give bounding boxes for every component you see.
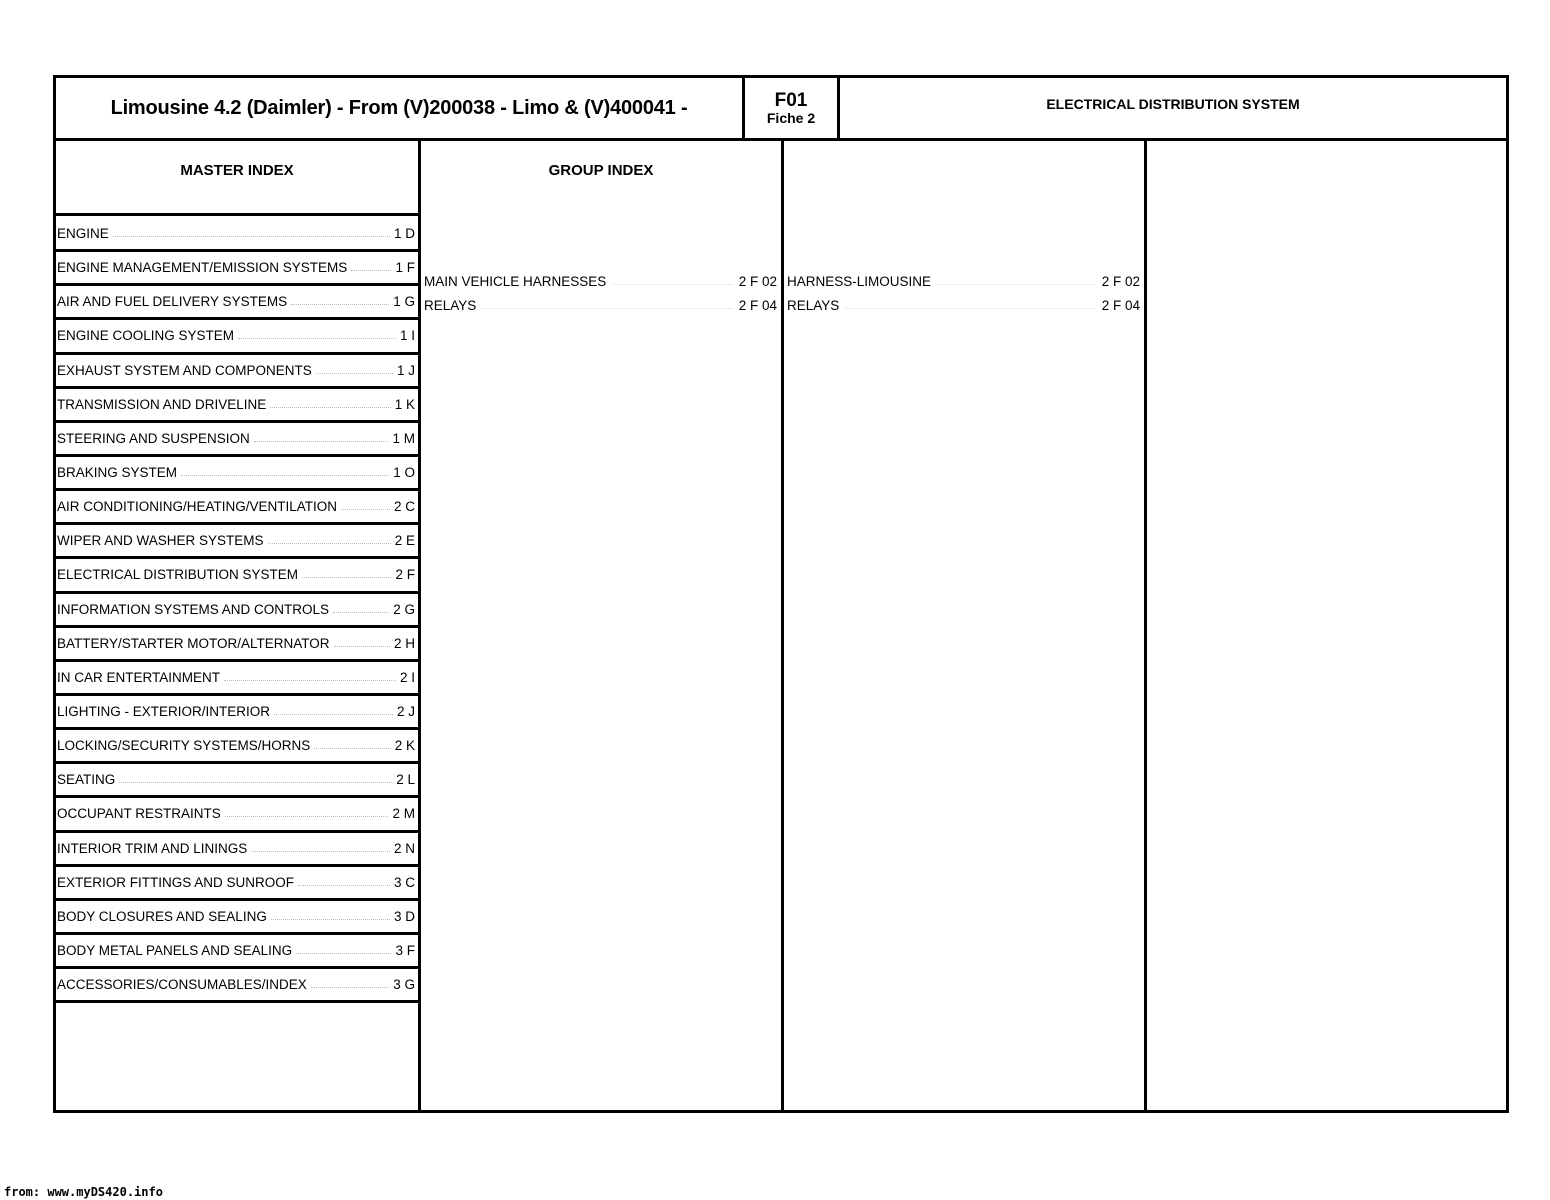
master-index-item-ref: 2 N [393, 840, 415, 856]
master-index-item[interactable] [56, 525, 418, 559]
group-index-heading: GROUP INDEX [548, 162, 654, 179]
master-index-item-label: BATTERY/STARTER MOTOR/ALTERNATOR [57, 635, 330, 651]
master-index-item-ref: 2 C [393, 499, 415, 515]
sub-index-item[interactable] [784, 269, 1144, 293]
master-index-item-ref: 2 F [395, 567, 415, 583]
group-index-item-ref: 2 F 04 [738, 297, 777, 313]
master-index-item[interactable] [56, 935, 418, 969]
group-index-item[interactable] [421, 269, 781, 293]
master-index-item[interactable] [56, 457, 418, 491]
leader-dots [268, 543, 391, 544]
master-index-item-ref: 1 M [392, 430, 415, 446]
leader-dots [296, 953, 391, 954]
master-index-item-ref: 1 K [394, 396, 415, 412]
leader-dots [113, 236, 390, 237]
master-index-item[interactable] [56, 252, 418, 286]
master-index-item-label: INFORMATION SYSTEMS AND CONTROLS [57, 601, 330, 617]
fiche-box [742, 78, 840, 138]
master-index-item[interactable] [56, 594, 418, 628]
master-index-item[interactable] [56, 355, 418, 389]
leader-dots [291, 304, 389, 305]
section-title: ELECTRICAL DISTRIBUTION SYSTEM [1046, 96, 1300, 112]
leader-dots [314, 748, 390, 749]
master-index-item-ref: 1 F [395, 260, 415, 276]
group-index-column [421, 141, 784, 1110]
master-index-item-label: ENGINE MANAGEMENT/EMISSION SYSTEMS [57, 260, 348, 276]
master-index-item[interactable] [56, 559, 418, 593]
leader-dots [937, 284, 1096, 285]
master-index-item[interactable] [56, 833, 418, 867]
header-row [56, 78, 1506, 141]
master-index-item-label: EXTERIOR FITTINGS AND SUNROOF [57, 874, 295, 890]
leader-dots [254, 441, 389, 442]
master-index-item[interactable] [56, 730, 418, 764]
master-index-item-ref: 1 D [393, 226, 415, 242]
master-index-item[interactable] [56, 662, 418, 696]
master-index-item[interactable] [56, 491, 418, 525]
leader-dots [181, 475, 389, 476]
master-index-item[interactable] [56, 798, 418, 832]
leader-dots [612, 284, 732, 285]
empty-column [1147, 141, 1506, 1110]
master-index-item-label: LIGHTING - EXTERIOR/INTERIOR [57, 704, 271, 720]
master-index-item-label: BODY CLOSURES AND SEALING [57, 908, 267, 924]
leader-dots [333, 612, 389, 613]
leader-dots [311, 987, 389, 988]
master-index-item-ref: 2 E [394, 533, 415, 549]
master-index-list [56, 218, 418, 1037]
master-index-item[interactable] [56, 969, 418, 1003]
leader-dots [251, 851, 390, 852]
master-index-item-label: ELECTRICAL DISTRIBUTION SYSTEM [57, 567, 299, 583]
master-index-item-label: BODY METAL PANELS AND SEALING [57, 943, 293, 959]
master-index-item-ref: 2 G [393, 601, 415, 617]
master-index-item[interactable] [56, 901, 418, 935]
master-index-item-label: ACCESSORIES/CONSUMABLES/INDEX [57, 977, 307, 993]
index-frame [53, 75, 1509, 1113]
master-index-item-ref: 2 J [396, 704, 415, 720]
group-index-list [421, 269, 781, 317]
master-index-item-ref: 3 F [395, 943, 415, 959]
master-index-item-label: WIPER AND WASHER SYSTEMS [57, 533, 264, 549]
master-index-item[interactable] [56, 867, 418, 901]
sub-index-item-label: HARNESS-LIMOUSINE [787, 273, 932, 289]
leader-dots [298, 885, 390, 886]
leader-dots [302, 577, 391, 578]
leader-dots [334, 646, 390, 647]
master-index-item[interactable] [56, 764, 418, 798]
leader-dots [341, 509, 390, 510]
fiche-code: F01 [774, 89, 808, 111]
master-index-column [56, 141, 421, 1110]
master-index-item-label: LOCKING/SECURITY SYSTEMS/HORNS [57, 738, 311, 754]
master-index-item-label: ENGINE [57, 226, 109, 242]
master-index-item-label: ENGINE COOLING SYSTEM [57, 328, 235, 344]
leader-dots [270, 407, 390, 408]
master-index-item-label: SEATING [57, 772, 116, 788]
master-index-item-label: STEERING AND SUSPENSION [57, 430, 250, 446]
sub-index-item-ref: 2 F 02 [1101, 273, 1140, 289]
master-index-item-label: OCCUPANT RESTRAINTS [57, 806, 221, 822]
master-index-item-ref: 3 G [393, 977, 415, 993]
master-index-item-label: AIR AND FUEL DELIVERY SYSTEMS [57, 294, 288, 310]
master-index-item-ref: 2 M [392, 806, 415, 822]
group-index-item[interactable] [421, 293, 781, 317]
group-index-item-label: MAIN VEHICLE HARNESSES [424, 273, 607, 289]
sub-index-item-label: RELAYS [787, 297, 840, 313]
group-index-item-label: RELAYS [424, 297, 477, 313]
master-index-item-label: IN CAR ENTERTAINMENT [57, 669, 221, 685]
master-index-item[interactable] [56, 423, 418, 457]
master-index-item-ref: 1 O [393, 465, 415, 481]
master-index-item[interactable] [56, 628, 418, 662]
master-index-item-label: INTERIOR TRIM AND LININGS [57, 840, 248, 856]
source-footer: from: www.myDS420.info [4, 1185, 163, 1199]
master-index-blank-row [56, 1003, 418, 1037]
leader-dots [845, 308, 1095, 309]
master-index-item-ref: 2 K [394, 738, 415, 754]
master-index-item-label: TRANSMISSION AND DRIVELINE [57, 396, 267, 412]
leader-dots [482, 308, 732, 309]
master-index-item-ref: 1 G [393, 294, 415, 310]
master-index-item-ref: 3 C [393, 874, 415, 890]
vehicle-title: Limousine 4.2 (Daimler) - From (V)200038 - Limo & (V)400041 - [110, 96, 688, 119]
master-index-item[interactable] [56, 218, 418, 252]
sub-index-list [784, 269, 1144, 317]
leader-dots [225, 816, 389, 817]
sub-index-item-ref: 2 F 04 [1101, 297, 1140, 313]
master-index-item-ref: 2 H [393, 635, 415, 651]
fiche-label: Fiche 2 [766, 109, 816, 126]
master-index-item-label: AIR CONDITIONING/HEATING/VENTILATION [57, 499, 338, 515]
leader-dots [224, 680, 396, 681]
master-index-item-ref: 2 I [399, 669, 415, 685]
master-index-item-ref: 3 D [393, 908, 415, 924]
master-index-item-label: EXHAUST SYSTEM AND COMPONENTS [57, 362, 312, 378]
master-index-item[interactable] [56, 286, 418, 320]
master-index-item-ref: 2 L [396, 772, 415, 788]
leader-dots [238, 338, 396, 339]
group-index-item-ref: 2 F 02 [738, 273, 777, 289]
master-index-item-ref: 1 I [399, 328, 415, 344]
leader-dots [351, 270, 391, 271]
master-index-item-label: BRAKING SYSTEM [57, 465, 178, 481]
leader-dots [316, 373, 393, 374]
leader-dots [119, 782, 392, 783]
leader-dots [271, 919, 390, 920]
sub-index-column [784, 141, 1147, 1110]
master-index-item-ref: 1 J [396, 362, 415, 378]
master-index-item[interactable] [56, 389, 418, 423]
master-index-heading: MASTER INDEX [56, 141, 418, 216]
sub-index-item[interactable] [784, 293, 1144, 317]
master-index-item[interactable] [56, 320, 418, 354]
master-index-item[interactable] [56, 696, 418, 730]
leader-dots [274, 714, 393, 715]
